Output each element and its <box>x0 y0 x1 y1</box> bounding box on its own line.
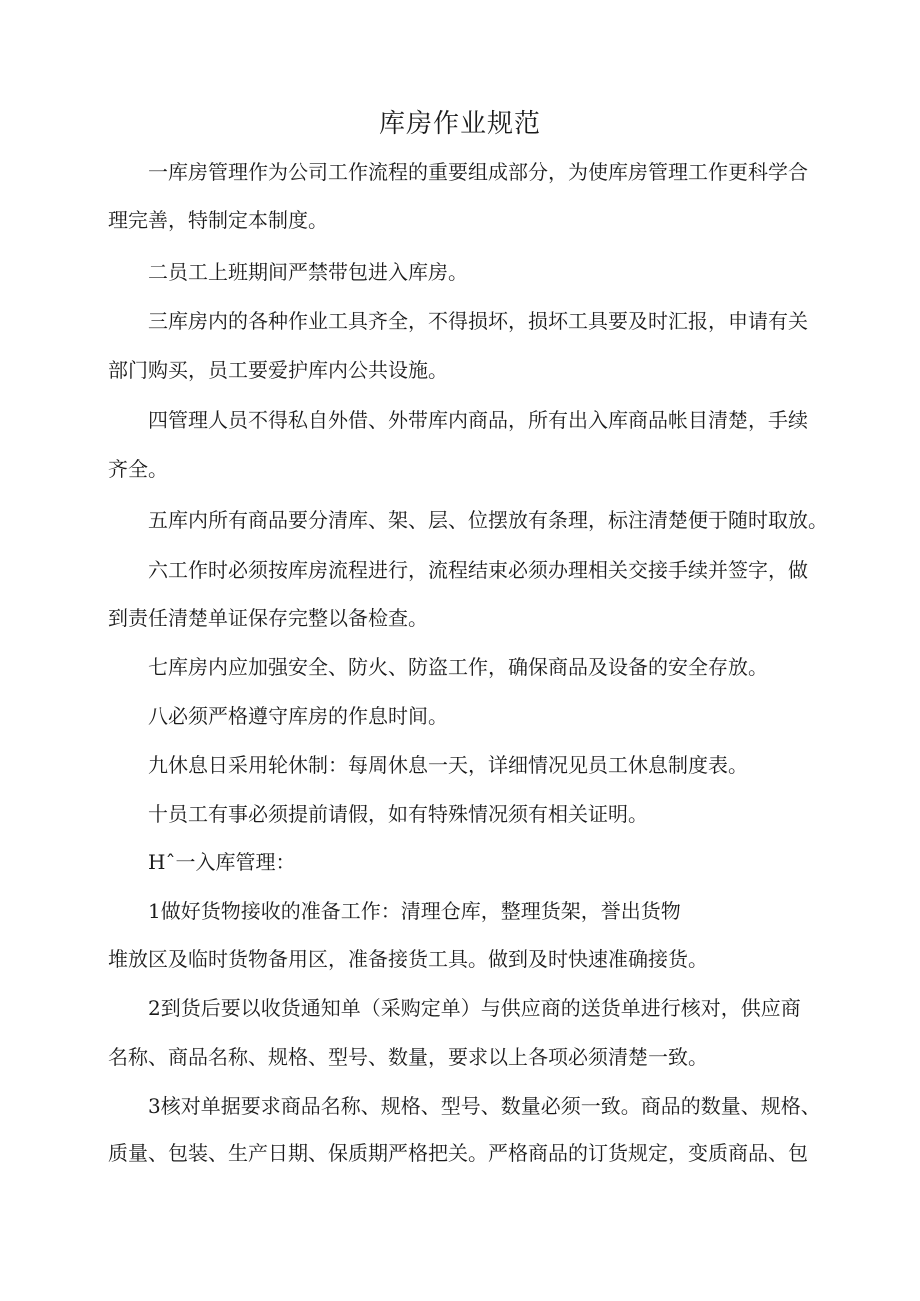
text-line: 二员工上班期间严禁带包进入库房。 <box>148 260 468 284</box>
document-title: 库房作业规范 <box>378 109 541 139</box>
section-heading: Hˆ一入库管理： <box>148 850 296 874</box>
text-line: 3核对单据要求商品名称、规格、型号、数量必须一致。商品的数量、规格、 <box>148 1094 821 1118</box>
text-line: 七库房内应加强安全、防火、防盗工作，确保商品及设备的安全存放。 <box>148 655 768 679</box>
text-line: 十员工有事必须提前请假，如有特殊情况须有相关证明。 <box>148 802 648 826</box>
text-line: 六工作时必须按库房流程进行，流程结束必须办理相关交接手续并签字，做 <box>148 558 808 582</box>
text-line: 名称、商品名称、规格、型号、数量，要求以上各项必须清楚一致。 <box>108 1045 708 1069</box>
text-line: 齐全。 <box>108 457 168 481</box>
text-line: 四管理人员不得私自外借、外带库内商品，所有出入库商品帐目清楚，手续 <box>148 408 808 432</box>
text-line: 三库房内的各种作业工具齐全，不得损坏，损坏工具要及时汇报，申请有关 <box>148 309 808 333</box>
text-line: 八必须严格遵守库房的作息时间。 <box>148 704 448 728</box>
text-line: 2到货后要以收货通知单（采购定单）与供应商的送货单进行核对，供应商 <box>148 996 801 1020</box>
text-line: 1做好货物接收的准备工作：清理仓库，整理货架，誉出货物 <box>148 899 681 923</box>
text-line: 部门购买，员工要爱护库内公共设施。 <box>108 358 448 382</box>
text-line: 到责任清楚单证保存完整以备检查。 <box>108 606 428 630</box>
text-line: 五库内所有商品要分清库、架、层、位摆放有条理，标注清楚便于随时取放。 <box>148 508 828 532</box>
text-line: 一库房管理作为公司工作流程的重要组成部分，为使库房管理工作更科学合 <box>148 160 808 184</box>
text-line: 堆放区及临时货物备用区，准备接货工具。做到及时快速准确接货。 <box>108 947 708 971</box>
text-line: 理完善，特制定本制度。 <box>108 208 328 232</box>
text-line: 质量、包装、生产日期、保质期严格把关。严格商品的订货规定，变质商品、包 <box>108 1141 808 1165</box>
text-line: 九休息日采用轮休制：每周休息一天，详细情况见员工休息制度表。 <box>148 753 748 777</box>
